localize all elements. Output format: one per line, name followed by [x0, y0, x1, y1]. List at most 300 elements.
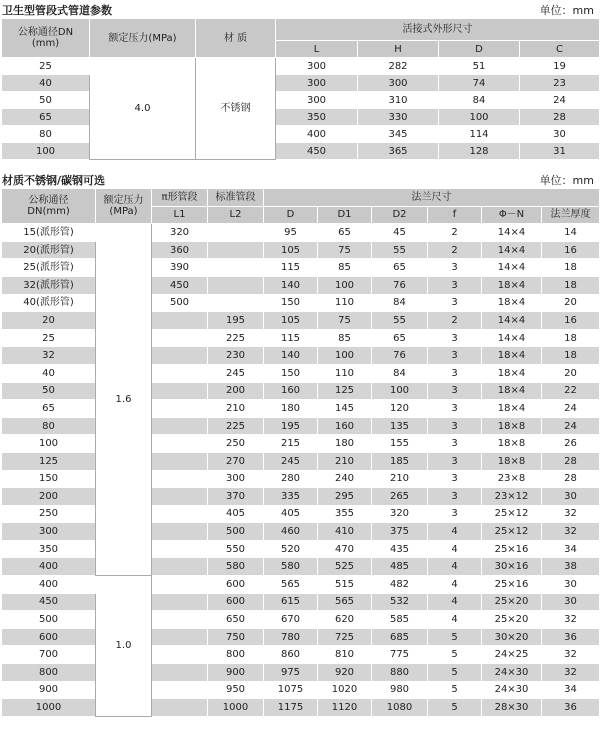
header-D1: D1 — [318, 206, 372, 224]
cell-f: 4 — [428, 576, 482, 594]
cell-L1 — [152, 400, 208, 418]
cell-phi-n: 23×8 — [482, 470, 542, 488]
cell-L2: 750 — [208, 628, 264, 646]
cell-f: 3 — [428, 347, 482, 365]
cell-thickness: 20 — [542, 294, 600, 312]
cell-dn: 32(派形管) — [2, 276, 96, 294]
cell-dn: 15(派形管) — [2, 224, 96, 242]
cell-D2: 435 — [372, 540, 428, 558]
cell-D1: 125 — [318, 382, 372, 400]
cell-L2: 225 — [208, 417, 264, 435]
cell-dn: 40(派形管) — [2, 294, 96, 312]
cell-D2: 155 — [372, 435, 428, 453]
cell-dn: 50 — [2, 92, 90, 109]
cell-D2: 775 — [372, 646, 428, 664]
cell-L2: 225 — [208, 329, 264, 347]
cell-D: 520 — [264, 540, 318, 558]
cell-D: 74 — [439, 75, 520, 92]
cell-L2: 270 — [208, 452, 264, 470]
cell-L2 — [208, 241, 264, 259]
cell-D2: 482 — [372, 576, 428, 594]
cell-H: 300 — [358, 75, 439, 92]
cell-dn: 400 — [2, 558, 96, 576]
table-row — [2, 347, 600, 365]
cell-D2: 685 — [372, 628, 428, 646]
cell-D: 670 — [264, 611, 318, 629]
cell-f: 3 — [428, 400, 482, 418]
cell-L1 — [152, 488, 208, 506]
header-flange: 法兰尺寸 — [264, 189, 600, 207]
header-dn: 公称通径 DN(mm) — [2, 189, 96, 224]
cell-D: 405 — [264, 505, 318, 523]
cell-D: 460 — [264, 523, 318, 541]
cell-L1 — [152, 382, 208, 400]
cell-dn: 450 — [2, 593, 96, 611]
cell-f: 5 — [428, 646, 482, 664]
cell-L2 — [208, 224, 264, 242]
cell-L2: 195 — [208, 312, 264, 330]
cell-D2: 532 — [372, 593, 428, 611]
table-row — [2, 628, 600, 646]
cell-D: 150 — [264, 294, 318, 312]
cell-D1: 1020 — [318, 681, 372, 699]
table-row — [2, 241, 600, 259]
cell-D2: 76 — [372, 347, 428, 365]
cell-D2: 55 — [372, 241, 428, 259]
cell-phi-n: 18×4 — [482, 400, 542, 418]
cell-f: 3 — [428, 294, 482, 312]
cell-L2: 1000 — [208, 699, 264, 717]
cell-thickness: 18 — [542, 259, 600, 277]
cell-material: 不锈钢 — [196, 58, 276, 160]
table2-unit: 单位：mm — [539, 174, 594, 187]
cell-L: 350 — [276, 109, 358, 126]
cell-phi-n: 30×20 — [482, 628, 542, 646]
flange-pipe-table — [1, 188, 600, 717]
cell-D: 95 — [264, 224, 318, 242]
cell-D1: 160 — [318, 417, 372, 435]
cell-thickness: 18 — [542, 347, 600, 365]
cell-f: 4 — [428, 558, 482, 576]
cell-dn: 400 — [2, 576, 96, 594]
table-row — [2, 364, 600, 382]
table-row — [2, 664, 600, 682]
cell-f: 3 — [428, 364, 482, 382]
cell-D: 84 — [439, 92, 520, 109]
cell-D1: 75 — [318, 312, 372, 330]
cell-L1: 500 — [152, 294, 208, 312]
cell-D2: 485 — [372, 558, 428, 576]
cell-phi-n: 25×16 — [482, 576, 542, 594]
cell-L2: 245 — [208, 364, 264, 382]
cell-L1 — [152, 664, 208, 682]
cell-D: 51 — [439, 58, 520, 75]
cell-L2 — [208, 276, 264, 294]
cell-D: 114 — [439, 126, 520, 143]
cell-f: 3 — [428, 329, 482, 347]
cell-D1: 410 — [318, 523, 372, 541]
cell-thickness: 32 — [542, 664, 600, 682]
cell-f: 3 — [428, 259, 482, 277]
cell-D2: 84 — [372, 364, 428, 382]
table-row — [2, 540, 600, 558]
cell-L2: 300 — [208, 470, 264, 488]
cell-D: 195 — [264, 417, 318, 435]
cell-dn: 700 — [2, 646, 96, 664]
cell-thickness: 30 — [542, 576, 600, 594]
header-material: 材 质 — [196, 19, 276, 58]
table-row — [2, 470, 600, 488]
cell-L2: 600 — [208, 576, 264, 594]
cell-phi-n: 25×12 — [482, 505, 542, 523]
header-C: C — [520, 41, 600, 58]
cell-D2: 585 — [372, 611, 428, 629]
cell-phi-n: 18×4 — [482, 364, 542, 382]
cell-D1: 1120 — [318, 699, 372, 717]
cell-dn: 25 — [2, 329, 96, 347]
cell-L: 300 — [276, 75, 358, 92]
cell-H: 282 — [358, 58, 439, 75]
cell-D: 860 — [264, 646, 318, 664]
header-L: L — [276, 41, 358, 58]
cell-phi-n: 14×4 — [482, 241, 542, 259]
table-row — [2, 611, 600, 629]
cell-L1: 450 — [152, 276, 208, 294]
cell-phi-n: 18×8 — [482, 417, 542, 435]
cell-dn: 40 — [2, 364, 96, 382]
table-row — [2, 329, 600, 347]
cell-C: 23 — [520, 75, 600, 92]
cell-L1 — [152, 435, 208, 453]
cell-D2: 135 — [372, 417, 428, 435]
cell-L2: 200 — [208, 382, 264, 400]
cell-thickness: 32 — [542, 611, 600, 629]
cell-L1 — [152, 576, 208, 594]
cell-L1 — [152, 646, 208, 664]
cell-L2: 370 — [208, 488, 264, 506]
cell-thickness: 32 — [542, 523, 600, 541]
cell-C: 30 — [520, 126, 600, 143]
cell-D1: 85 — [318, 259, 372, 277]
header-f: f — [428, 206, 482, 224]
cell-f: 5 — [428, 681, 482, 699]
header-L1: L1 — [152, 206, 208, 224]
cell-D2: 320 — [372, 505, 428, 523]
cell-H: 330 — [358, 109, 439, 126]
cell-dn: 800 — [2, 664, 96, 682]
cell-L1 — [152, 681, 208, 699]
cell-L1 — [152, 523, 208, 541]
table1-caption — [0, 0, 600, 18]
cell-D2: 45 — [372, 224, 428, 242]
cell-D: 105 — [264, 312, 318, 330]
cell-D: 975 — [264, 664, 318, 682]
cell-L1 — [152, 628, 208, 646]
cell-thickness: 18 — [542, 276, 600, 294]
cell-dn: 20(派形管) — [2, 241, 96, 259]
header-H: H — [358, 41, 439, 58]
cell-L: 300 — [276, 58, 358, 75]
cell-f: 3 — [428, 276, 482, 294]
cell-f: 4 — [428, 593, 482, 611]
cell-dn: 80 — [2, 417, 96, 435]
cell-phi-n: 24×25 — [482, 646, 542, 664]
cell-f: 4 — [428, 611, 482, 629]
cell-L2: 405 — [208, 505, 264, 523]
cell-H: 310 — [358, 92, 439, 109]
cell-D2: 55 — [372, 312, 428, 330]
cell-L1 — [152, 611, 208, 629]
cell-phi-n: 23×12 — [482, 488, 542, 506]
cell-dn: 80 — [2, 126, 90, 143]
cell-L1 — [152, 417, 208, 435]
cell-D: 580 — [264, 558, 318, 576]
cell-thickness: 36 — [542, 628, 600, 646]
table-row — [2, 523, 600, 541]
cell-D1: 110 — [318, 294, 372, 312]
cell-thickness: 28 — [542, 452, 600, 470]
cell-L: 400 — [276, 126, 358, 143]
cell-dn: 100 — [2, 435, 96, 453]
cell-D: 335 — [264, 488, 318, 506]
cell-phi-n: 14×4 — [482, 329, 542, 347]
cell-D1: 525 — [318, 558, 372, 576]
cell-D1: 295 — [318, 488, 372, 506]
cell-D2: 1080 — [372, 699, 428, 717]
cell-phi-n: 25×12 — [482, 523, 542, 541]
cell-phi-n: 14×4 — [482, 224, 542, 242]
cell-phi-n: 14×4 — [482, 312, 542, 330]
cell-f: 3 — [428, 505, 482, 523]
cell-f: 3 — [428, 417, 482, 435]
table-row — [2, 382, 600, 400]
cell-thickness: 14 — [542, 224, 600, 242]
cell-dn: 900 — [2, 681, 96, 699]
cell-D1: 180 — [318, 435, 372, 453]
cell-D1: 515 — [318, 576, 372, 594]
cell-phi-n: 18×8 — [482, 435, 542, 453]
cell-thickness: 38 — [542, 558, 600, 576]
header-std-pipe: 标准管段 — [208, 189, 264, 207]
cell-D1: 620 — [318, 611, 372, 629]
cell-dn: 65 — [2, 109, 90, 126]
header-dn: 公称通径DN (mm) — [2, 19, 90, 58]
cell-D: 780 — [264, 628, 318, 646]
header-dimensions: 活接式外形尺寸 — [276, 19, 600, 41]
cell-thickness: 26 — [542, 435, 600, 453]
cell-pressure: 4.0 — [90, 58, 196, 160]
cell-L1 — [152, 505, 208, 523]
cell-f: 2 — [428, 312, 482, 330]
table-row — [2, 276, 600, 294]
cell-phi-n: 18×4 — [482, 276, 542, 294]
cell-dn: 50 — [2, 382, 96, 400]
table2-title: 材质不锈钢/碳钢可选 — [2, 174, 106, 187]
cell-D: 1175 — [264, 699, 318, 717]
cell-f: 2 — [428, 224, 482, 242]
cell-thickness: 34 — [542, 540, 600, 558]
cell-thickness: 30 — [542, 488, 600, 506]
cell-L2: 650 — [208, 611, 264, 629]
table-row — [2, 699, 600, 717]
cell-L1: 360 — [152, 241, 208, 259]
cell-L2: 950 — [208, 681, 264, 699]
cell-phi-n: 24×30 — [482, 681, 542, 699]
cell-D2: 65 — [372, 329, 428, 347]
cell-thickness: 24 — [542, 400, 600, 418]
cell-L2: 230 — [208, 347, 264, 365]
cell-D1: 470 — [318, 540, 372, 558]
cell-phi-n: 25×20 — [482, 593, 542, 611]
cell-f: 4 — [428, 540, 482, 558]
header-D2: D2 — [372, 206, 428, 224]
cell-pressure: 1.0 — [96, 576, 152, 717]
cell-D1: 110 — [318, 364, 372, 382]
cell-dn: 25 — [2, 58, 90, 75]
cell-C: 24 — [520, 92, 600, 109]
cell-D2: 185 — [372, 452, 428, 470]
cell-f: 5 — [428, 664, 482, 682]
cell-f: 3 — [428, 488, 482, 506]
cell-thickness: 16 — [542, 312, 600, 330]
table1-unit: 单位：mm — [539, 4, 594, 17]
cell-pressure: 1.6 — [96, 224, 152, 576]
cell-D2: 880 — [372, 664, 428, 682]
cell-thickness: 36 — [542, 699, 600, 717]
cell-phi-n: 30×16 — [482, 558, 542, 576]
cell-L: 450 — [276, 143, 358, 160]
cell-D: 160 — [264, 382, 318, 400]
cell-D2: 210 — [372, 470, 428, 488]
cell-L1 — [152, 329, 208, 347]
cell-dn: 150 — [2, 470, 96, 488]
cell-dn: 1000 — [2, 699, 96, 717]
cell-thickness: 32 — [542, 646, 600, 664]
cell-C: 28 — [520, 109, 600, 126]
table-row — [2, 646, 600, 664]
cell-D2: 120 — [372, 400, 428, 418]
table-row — [2, 58, 600, 75]
cell-f: 3 — [428, 382, 482, 400]
cell-D1: 355 — [318, 505, 372, 523]
table-row — [2, 558, 600, 576]
sanitary-pipe-table — [1, 18, 600, 160]
cell-f: 4 — [428, 523, 482, 541]
cell-L1 — [152, 312, 208, 330]
cell-thickness: 18 — [542, 329, 600, 347]
table-row — [2, 593, 600, 611]
cell-thickness: 24 — [542, 417, 600, 435]
header-D: D — [439, 41, 520, 58]
cell-L1 — [152, 364, 208, 382]
cell-dn: 25(派形管) — [2, 259, 96, 277]
cell-D: 565 — [264, 576, 318, 594]
cell-D1: 725 — [318, 628, 372, 646]
cell-thickness: 32 — [542, 505, 600, 523]
header-L2: L2 — [208, 206, 264, 224]
cell-L2: 250 — [208, 435, 264, 453]
cell-phi-n: 18×4 — [482, 347, 542, 365]
cell-C: 19 — [520, 58, 600, 75]
cell-L2: 550 — [208, 540, 264, 558]
header-pressure: 额定压力(MPa) — [90, 19, 196, 58]
cell-L2: 800 — [208, 646, 264, 664]
cell-L1 — [152, 699, 208, 717]
cell-D: 615 — [264, 593, 318, 611]
cell-L1 — [152, 347, 208, 365]
cell-L2: 580 — [208, 558, 264, 576]
cell-D: 100 — [439, 109, 520, 126]
table-row — [2, 312, 600, 330]
header-pi-pipe: π形管段 — [152, 189, 208, 207]
cell-phi-n: 18×8 — [482, 452, 542, 470]
cell-D: 140 — [264, 276, 318, 294]
cell-L1: 390 — [152, 259, 208, 277]
cell-dn: 500 — [2, 611, 96, 629]
cell-D1: 75 — [318, 241, 372, 259]
cell-dn: 65 — [2, 400, 96, 418]
cell-L2: 500 — [208, 523, 264, 541]
cell-phi-n: 18×4 — [482, 294, 542, 312]
table-row — [2, 435, 600, 453]
cell-f: 3 — [428, 435, 482, 453]
cell-D1: 65 — [318, 224, 372, 242]
cell-D2: 65 — [372, 259, 428, 277]
table-row — [2, 452, 600, 470]
cell-D: 1075 — [264, 681, 318, 699]
cell-D2: 100 — [372, 382, 428, 400]
cell-D: 150 — [264, 364, 318, 382]
cell-H: 365 — [358, 143, 439, 160]
cell-D: 245 — [264, 452, 318, 470]
cell-f: 2 — [428, 241, 482, 259]
table-row — [2, 505, 600, 523]
cell-L1 — [152, 470, 208, 488]
cell-thickness: 28 — [542, 470, 600, 488]
cell-thickness: 30 — [542, 593, 600, 611]
table-row — [2, 294, 600, 312]
cell-L2: 210 — [208, 400, 264, 418]
header-phi-n: Φ－N — [482, 206, 542, 224]
cell-D: 180 — [264, 400, 318, 418]
cell-D: 140 — [264, 347, 318, 365]
table-row — [2, 488, 600, 506]
cell-L2: 900 — [208, 664, 264, 682]
cell-dn: 40 — [2, 75, 90, 92]
cell-D: 128 — [439, 143, 520, 160]
cell-L1 — [152, 558, 208, 576]
cell-H: 345 — [358, 126, 439, 143]
table-row — [2, 576, 600, 594]
cell-D2: 265 — [372, 488, 428, 506]
cell-D1: 210 — [318, 452, 372, 470]
cell-phi-n: 25×20 — [482, 611, 542, 629]
cell-phi-n: 28×30 — [482, 699, 542, 717]
table-row — [2, 417, 600, 435]
table-row — [2, 224, 600, 242]
cell-f: 5 — [428, 699, 482, 717]
cell-dn: 350 — [2, 540, 96, 558]
cell-D1: 920 — [318, 664, 372, 682]
cell-dn: 200 — [2, 488, 96, 506]
cell-D1: 100 — [318, 276, 372, 294]
cell-D: 215 — [264, 435, 318, 453]
header-pressure: 额定压力 (MPa) — [96, 189, 152, 224]
cell-f: 3 — [428, 452, 482, 470]
cell-D1: 240 — [318, 470, 372, 488]
cell-D2: 84 — [372, 294, 428, 312]
cell-phi-n: 18×4 — [482, 382, 542, 400]
